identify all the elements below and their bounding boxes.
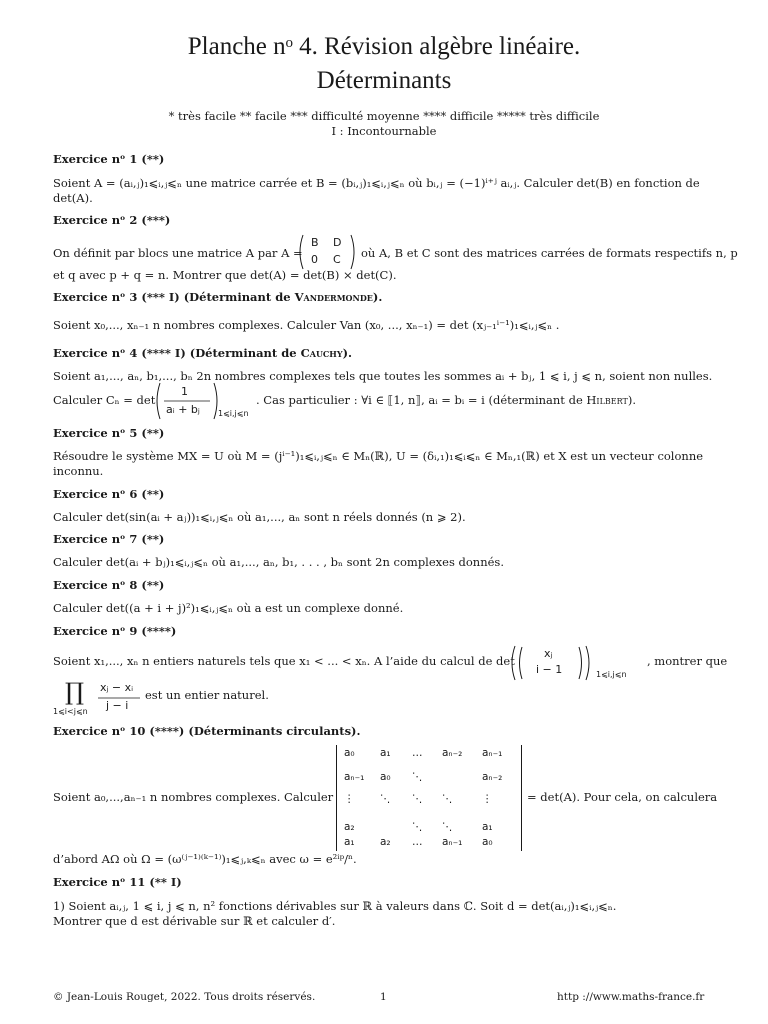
product-denominator: j − i [106, 699, 129, 712]
exercise-8-title: Exercice nᵒ 8 (**) [53, 578, 165, 592]
block-matrix-parens [297, 234, 357, 270]
page-subtitle: Déterminants [316, 67, 452, 94]
circulant-cell-0-0: a₀ [344, 747, 355, 759]
circulant-matrix [336, 745, 522, 851]
exercise-4-line-2: Calculer Cₙ = det [53, 393, 156, 407]
circulant-cell-4-3: aₙ₋₁ [442, 836, 463, 848]
product-symbol: ∏ [65, 678, 85, 706]
cauchy-fraction [154, 381, 254, 421]
circulant-cell-4-4: a₀ [482, 836, 493, 848]
exercise-6-title: Exercice nᵒ 6 (**) [53, 487, 165, 501]
block-d: D [333, 236, 342, 249]
exercise-7-title: Exercice nᵒ 7 (**) [53, 532, 165, 546]
binomial-index: 1⩽i,j⩽n [596, 670, 627, 679]
circulant-cell-3-2: ⋱ [412, 821, 423, 833]
block-matrix [297, 234, 357, 270]
circulant-cell-3-3: ⋱ [442, 821, 453, 833]
circulant-cell-1-1: a₀ [380, 771, 391, 783]
circulant-cell-1-2: ⋱ [412, 771, 423, 783]
exercise-2-title: Exercice nᵒ 2 (***) [53, 213, 171, 227]
circulant-cell-4-2: … [412, 836, 423, 848]
exercise-1-line-2: det(A). [53, 191, 93, 205]
exercise-2-line-3: et q avec p + q = n. Montrer que det(A) = det(B) × det(C). [53, 268, 397, 282]
product-index: 1⩽i<j⩽n [53, 707, 88, 716]
exercise-9-title: Exercice nᵒ 9 (****) [53, 624, 177, 638]
product-numerator: xⱼ − xᵢ [100, 681, 134, 694]
exercise-11-title: Exercice nᵒ 11 (** I) [53, 875, 182, 889]
circulant-cell-4-1: a₂ [380, 836, 391, 848]
exercise-2-line-2: où A, B et C sont des matrices carrées de formats respectifs n, p [361, 246, 738, 260]
circulant-cell-1-0: aₙ₋₁ [344, 771, 365, 783]
exercise-7-line-1: Calculer det(aᵢ + bⱼ)₁⩽ᵢ,ⱼ⩽ₙ où a₁,..., aₙ, b₁, . . . , bₙ sont 2n complexes donnés. [53, 555, 504, 569]
circulant-cell-0-3: aₙ₋₂ [442, 747, 463, 759]
circulant-cell-0-1: a₁ [380, 747, 391, 759]
exercise-4-line-1: Soient a₁,..., aₙ, b₁,..., bₙ 2n nombres complexes tels que toutes les sommes aᵢ + bⱼ, 1 ⩽ i, j ⩽ n, soient non nulles. [53, 369, 713, 383]
exercise-2-line-1: On définit par blocs une matrice A par A = [53, 246, 303, 260]
footer-copyright: © Jean-Louis Rouget, 2022. Tous droits réservés. [53, 991, 316, 1003]
footer-page-number: 1 [380, 991, 387, 1003]
block-zero: 0 [311, 253, 318, 266]
product-formula [53, 680, 143, 720]
exercise-9-line-1: Soient x₁,..., xₙ n entiers naturels tels que x₁ < ... < xₙ. A l’aide du calcul de det [53, 654, 515, 668]
exercise-8-line-1: Calculer det((a + i + j)²)₁⩽ᵢ,ⱼ⩽ₙ où a est un complexe donné. [53, 601, 404, 615]
circulant-cell-3-0: a₂ [344, 821, 355, 833]
exercise-9-line-3: est un entier naturel. [145, 688, 269, 702]
circulant-cell-2-4: ⋮ [482, 793, 493, 805]
binomial-top: xⱼ [544, 647, 553, 660]
incontournable-legend: I : Incontournable [331, 124, 437, 138]
exercise-11-line-1: 1) Soient aᵢ,ⱼ, 1 ⩽ i, j ⩽ n, n² fonctions dérivables sur ℝ à valeurs dans ℂ. Soit d = det(aᵢ,ⱼ)₁⩽ᵢ,ⱼ⩽ₙ. [53, 899, 617, 913]
exercise-10-line-1: Soient a₀,...,aₙ₋₁ n nombres complexes. Calculer [53, 790, 334, 804]
exercise-3-line-1: Soient x₀,..., xₙ₋₁ n nombres complexes. Calculer Van (x₀, ..., xₙ₋₁) = det (xⱼ₋₁ⁱ⁻¹)₁⩽ᵢ,ⱼ⩽ₙ . [53, 318, 560, 332]
block-b: B [311, 236, 319, 249]
circulant-cell-4-0: a₁ [344, 836, 355, 848]
exercise-10-line-2: = det(A). Pour cela, on calculera [527, 790, 718, 804]
circulant-cell-1-4: aₙ₋₂ [482, 771, 503, 783]
cauchy-index: 1⩽i,j⩽n [218, 409, 249, 418]
cauchy-numerator: 1 [181, 385, 188, 398]
exercise-4-title: Exercice nᵒ 4 (**** I) (Déterminant de Cauchy). [53, 346, 353, 360]
binomial-det [509, 645, 639, 681]
circulant-cell-2-1: ⋱ [380, 793, 391, 805]
exercise-9-line-2: , montrer que [647, 654, 728, 668]
exercise-1-line-1: Soient A = (aᵢ,ⱼ)₁⩽ᵢ,ⱼ⩽ₙ une matrice carrée et B = (bᵢ,ⱼ)₁⩽ᵢ,ⱼ⩽ₙ où bᵢ,ⱼ = (−1)ⁱ⁺ʲ aᵢ,ⱼ. Calculer det(B) en fonction de [53, 176, 700, 190]
circulant-left-bar [336, 745, 337, 851]
difficulty-legend: * très facile ** facile *** difficulté moyenne **** difficile ***** très difficile [168, 109, 600, 123]
exercise-5-line-1: Résoudre le système MX = U où M = (jⁱ⁻¹)₁⩽ᵢ,ⱼ⩽ₙ ∈ Mₙ(ℝ), U = (δᵢ,₁)₁⩽ᵢ⩽ₙ ∈ Mₙ,₁(ℝ) et X est un vecteur colonne [53, 449, 704, 463]
circulant-cell-3-4: a₁ [482, 821, 493, 833]
circulant-cell-2-3: ⋱ [442, 793, 453, 805]
circulant-cell-2-2: ⋱ [412, 793, 423, 805]
exercise-5-title: Exercice nᵒ 5 (**) [53, 426, 165, 440]
exercise-5-line-2: inconnu. [53, 464, 104, 478]
exercise-3-title: Exercice nᵒ 3 (*** I) (Déterminant de Vandermonde). [53, 290, 383, 304]
circulant-cell-0-4: aₙ₋₁ [482, 747, 503, 759]
block-c: C [333, 253, 341, 266]
circulant-cell-0-2: … [412, 747, 423, 759]
exercise-6-line-1: Calculer det(sin(aᵢ + aⱼ))₁⩽ᵢ,ⱼ⩽ₙ où a₁,..., aₙ sont n réels donnés (n ⩾ 2). [53, 510, 466, 524]
exercise-11-line-2: Montrer que d est dérivable sur ℝ et calculer d′. [53, 914, 336, 928]
circulant-cell-2-0: ⋮ [344, 793, 355, 805]
exercise-10-line-3: d’abord AΩ où Ω = (ω⁽ʲ⁻¹⁾⁽ᵏ⁻¹⁾)₁⩽ⱼ,ₖ⩽ₙ avec ω = e²ⁱᵖ/ⁿ. [53, 852, 357, 866]
exercise-1-title: Exercice nᵒ 1 (**) [53, 152, 165, 166]
exercise-10-title: Exercice nᵒ 10 (****) (Déterminants circulants). [53, 724, 361, 738]
circulant-right-bar [521, 745, 522, 851]
footer-url[interactable]: http ://www.maths-france.fr [557, 991, 705, 1003]
page-title: Planche nᵒ 4. Révision algèbre linéaire. [187, 33, 581, 60]
cauchy-denominator: aᵢ + bⱼ [166, 403, 200, 416]
exercise-4-line-3: . Cas particulier : ∀i ∈ ⟦1, n⟧, aᵢ = bᵢ = i (déterminant de Hilbert). [256, 393, 637, 407]
binomial-bottom: i − 1 [536, 663, 563, 676]
